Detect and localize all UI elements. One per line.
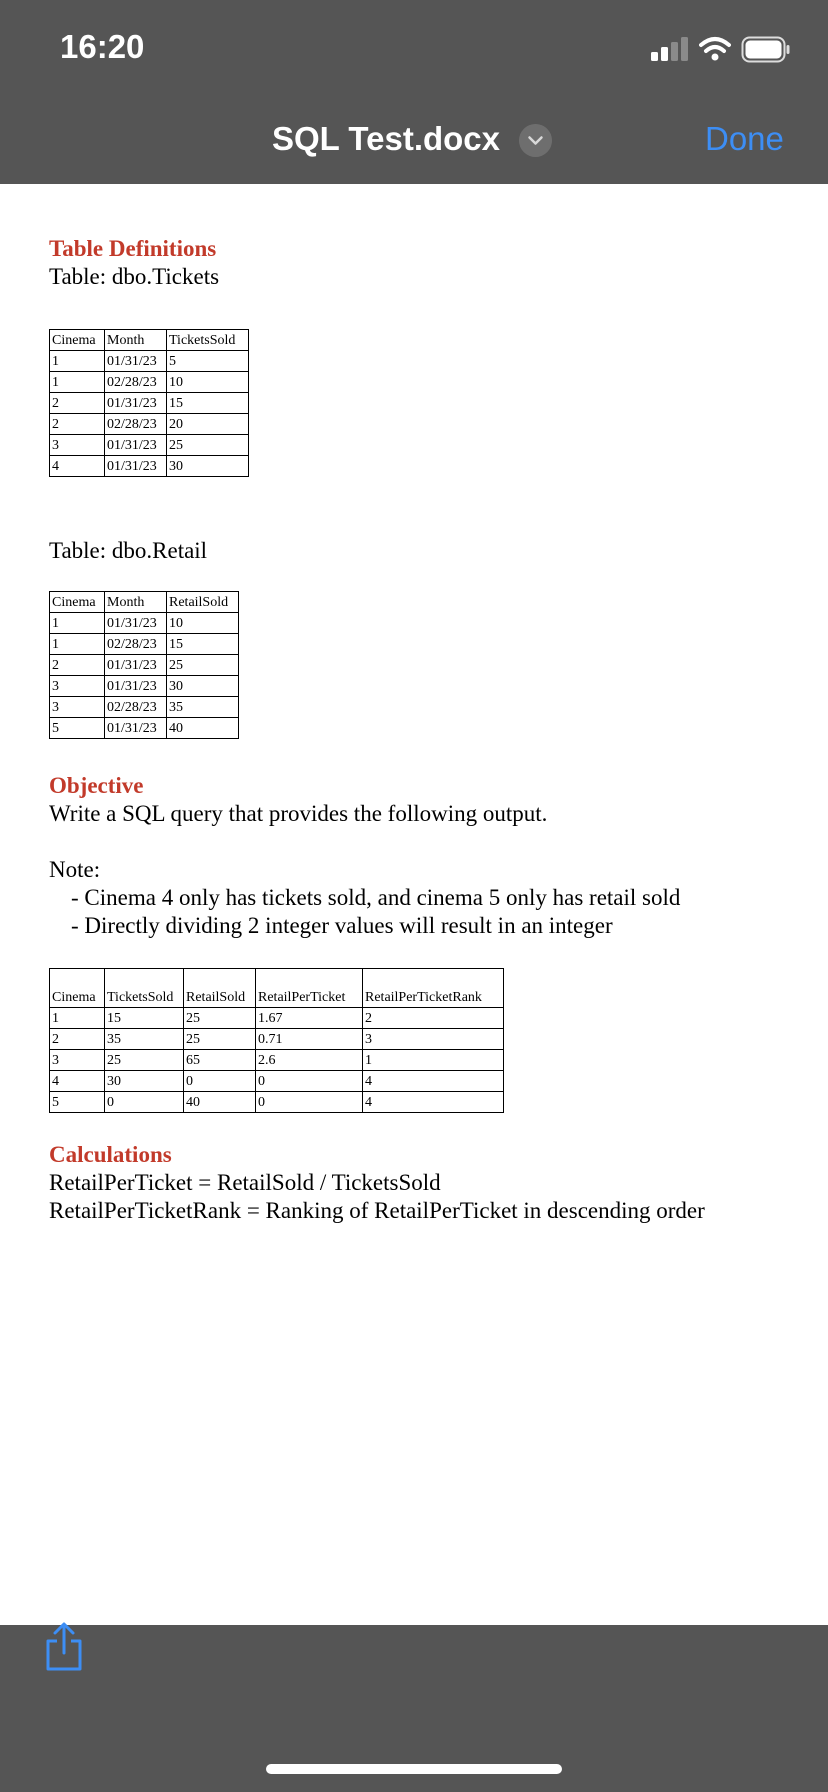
table-row [50, 697, 239, 718]
table-row [50, 1029, 504, 1050]
header-cell: RetailSold [184, 969, 256, 1008]
done-button[interactable]: Done [705, 120, 784, 157]
retail-table [49, 591, 239, 739]
table-cell: 1 [50, 634, 105, 655]
table-cell: 2 [50, 414, 105, 435]
table-cell: 10 [167, 613, 239, 634]
table-cell: 2.6 [256, 1050, 363, 1071]
table-row [50, 1008, 504, 1029]
table-cell: 0.71 [256, 1029, 363, 1050]
section-heading-calculations: Calculations [49, 1142, 172, 1167]
table-cell: 2 [50, 393, 105, 414]
table-cell: 0 [256, 1071, 363, 1092]
table-cell: 01/31/23 [105, 676, 167, 697]
table-cell: 2 [50, 1029, 105, 1050]
table-cell: 25 [105, 1050, 184, 1071]
document-body [49, 235, 809, 1225]
table-row [50, 414, 249, 435]
table-row [50, 1092, 504, 1113]
table-cell: 1 [50, 351, 105, 372]
table-row [50, 634, 239, 655]
table-cell: 4 [50, 456, 105, 477]
header-cell: TicketsSold [105, 969, 184, 1008]
header-cell: Month [105, 330, 167, 351]
header-cell: Cinema [50, 592, 105, 613]
table-cell: 25 [167, 655, 239, 676]
note-item: - Cinema 4 only has tickets sold, and cinema 5 only has retail sold [71, 885, 681, 910]
table-cell: 30 [105, 1071, 184, 1092]
status-time: 16:20 [60, 28, 145, 65]
chevron-down-icon[interactable] [519, 124, 552, 157]
table-header-row [50, 969, 504, 1008]
table-cell: 02/28/23 [105, 697, 167, 718]
table-cell: 2 [50, 655, 105, 676]
wifi-icon [699, 36, 731, 62]
table-cell: 02/28/23 [105, 634, 167, 655]
table-row [50, 435, 249, 456]
table-cell: 01/31/23 [105, 655, 167, 676]
header-cell: TicketsSold [167, 330, 249, 351]
table-cell: 01/31/23 [105, 456, 167, 477]
tickets-table-label: Table: dbo.Tickets [49, 264, 220, 289]
battery-icon [741, 36, 791, 63]
table-cell: 25 [184, 1029, 256, 1050]
table-cell: 0 [256, 1092, 363, 1113]
document-title[interactable]: SQL Test.docx [272, 120, 501, 157]
table-cell: 5 [50, 1092, 105, 1113]
table-row [50, 393, 249, 414]
table-cell: 40 [184, 1092, 256, 1113]
table-cell: 3 [50, 1050, 105, 1071]
section-heading-objective: Objective [49, 773, 144, 798]
table-cell: 3 [363, 1029, 504, 1050]
table-row [50, 676, 239, 697]
table-cell: 15 [105, 1008, 184, 1029]
table-cell: 4 [363, 1092, 504, 1113]
table-row [50, 1071, 504, 1092]
section-heading-definitions: Table Definitions [49, 236, 217, 261]
table-row [50, 456, 249, 477]
table-cell: 01/31/23 [105, 393, 167, 414]
table-cell: 5 [50, 718, 105, 739]
calculation-line: RetailPerTicketRank = Ranking of RetailPerTicket in descending order [49, 1198, 705, 1223]
header-cell: RetailPerTicketRank [363, 969, 504, 1008]
table-cell: 01/31/23 [105, 613, 167, 634]
table-cell: 4 [363, 1071, 504, 1092]
objective-text: Write a SQL query that provides the following output. [49, 801, 548, 826]
home-indicator [266, 1764, 562, 1774]
table-cell: 02/28/23 [105, 372, 167, 393]
table-header-row [50, 592, 239, 613]
table-cell: 20 [167, 414, 249, 435]
table-cell: 65 [184, 1050, 256, 1071]
table-cell: 35 [105, 1029, 184, 1050]
table-cell: 0 [105, 1092, 184, 1113]
table-cell: 15 [167, 634, 239, 655]
table-cell: 1 [50, 1008, 105, 1029]
table-cell: 10 [167, 372, 249, 393]
table-cell: 3 [50, 435, 105, 456]
table-cell: 3 [50, 697, 105, 718]
table-cell: 15 [167, 393, 249, 414]
table-row [50, 351, 249, 372]
cellular-signal-icon [651, 37, 691, 61]
calculation-line: RetailPerTicket = RetailSold / TicketsSold [49, 1170, 441, 1195]
table-cell: 25 [167, 435, 249, 456]
header-cell: RetailPerTicket [256, 969, 363, 1008]
header-cell: Cinema [50, 969, 105, 1008]
table-cell: 1.67 [256, 1008, 363, 1029]
table-cell: 01/31/23 [105, 435, 167, 456]
table-cell: 40 [167, 718, 239, 739]
table-cell: 5 [167, 351, 249, 372]
note-item: - Directly dividing 2 integer values will result in an integer [71, 913, 613, 938]
table-header-row [50, 330, 249, 351]
header-cell: Month [105, 592, 167, 613]
table-row [50, 655, 239, 676]
header-cell: RetailSold [167, 592, 239, 613]
table-row [50, 372, 249, 393]
table-cell: 01/31/23 [105, 718, 167, 739]
table-row [50, 718, 239, 739]
output-table [49, 968, 504, 1113]
table-cell: 1 [50, 613, 105, 634]
table-cell: 3 [50, 676, 105, 697]
table-cell: 01/31/23 [105, 351, 167, 372]
table-cell: 4 [50, 1071, 105, 1092]
tickets-table [49, 329, 249, 477]
header-cell: Cinema [50, 330, 105, 351]
note-label: Note: [49, 857, 101, 882]
table-cell: 0 [184, 1071, 256, 1092]
share-icon[interactable] [42, 1621, 86, 1671]
table-cell: 25 [184, 1008, 256, 1029]
table-cell: 1 [50, 372, 105, 393]
retail-table-label: Table: dbo.Retail [49, 538, 208, 563]
table-cell: 30 [167, 456, 249, 477]
table-cell: 02/28/23 [105, 414, 167, 435]
table-row [50, 613, 239, 634]
table-cell: 1 [363, 1050, 504, 1071]
table-cell: 30 [167, 676, 239, 697]
table-cell: 35 [167, 697, 239, 718]
table-row [50, 1050, 504, 1071]
table-cell: 2 [363, 1008, 504, 1029]
